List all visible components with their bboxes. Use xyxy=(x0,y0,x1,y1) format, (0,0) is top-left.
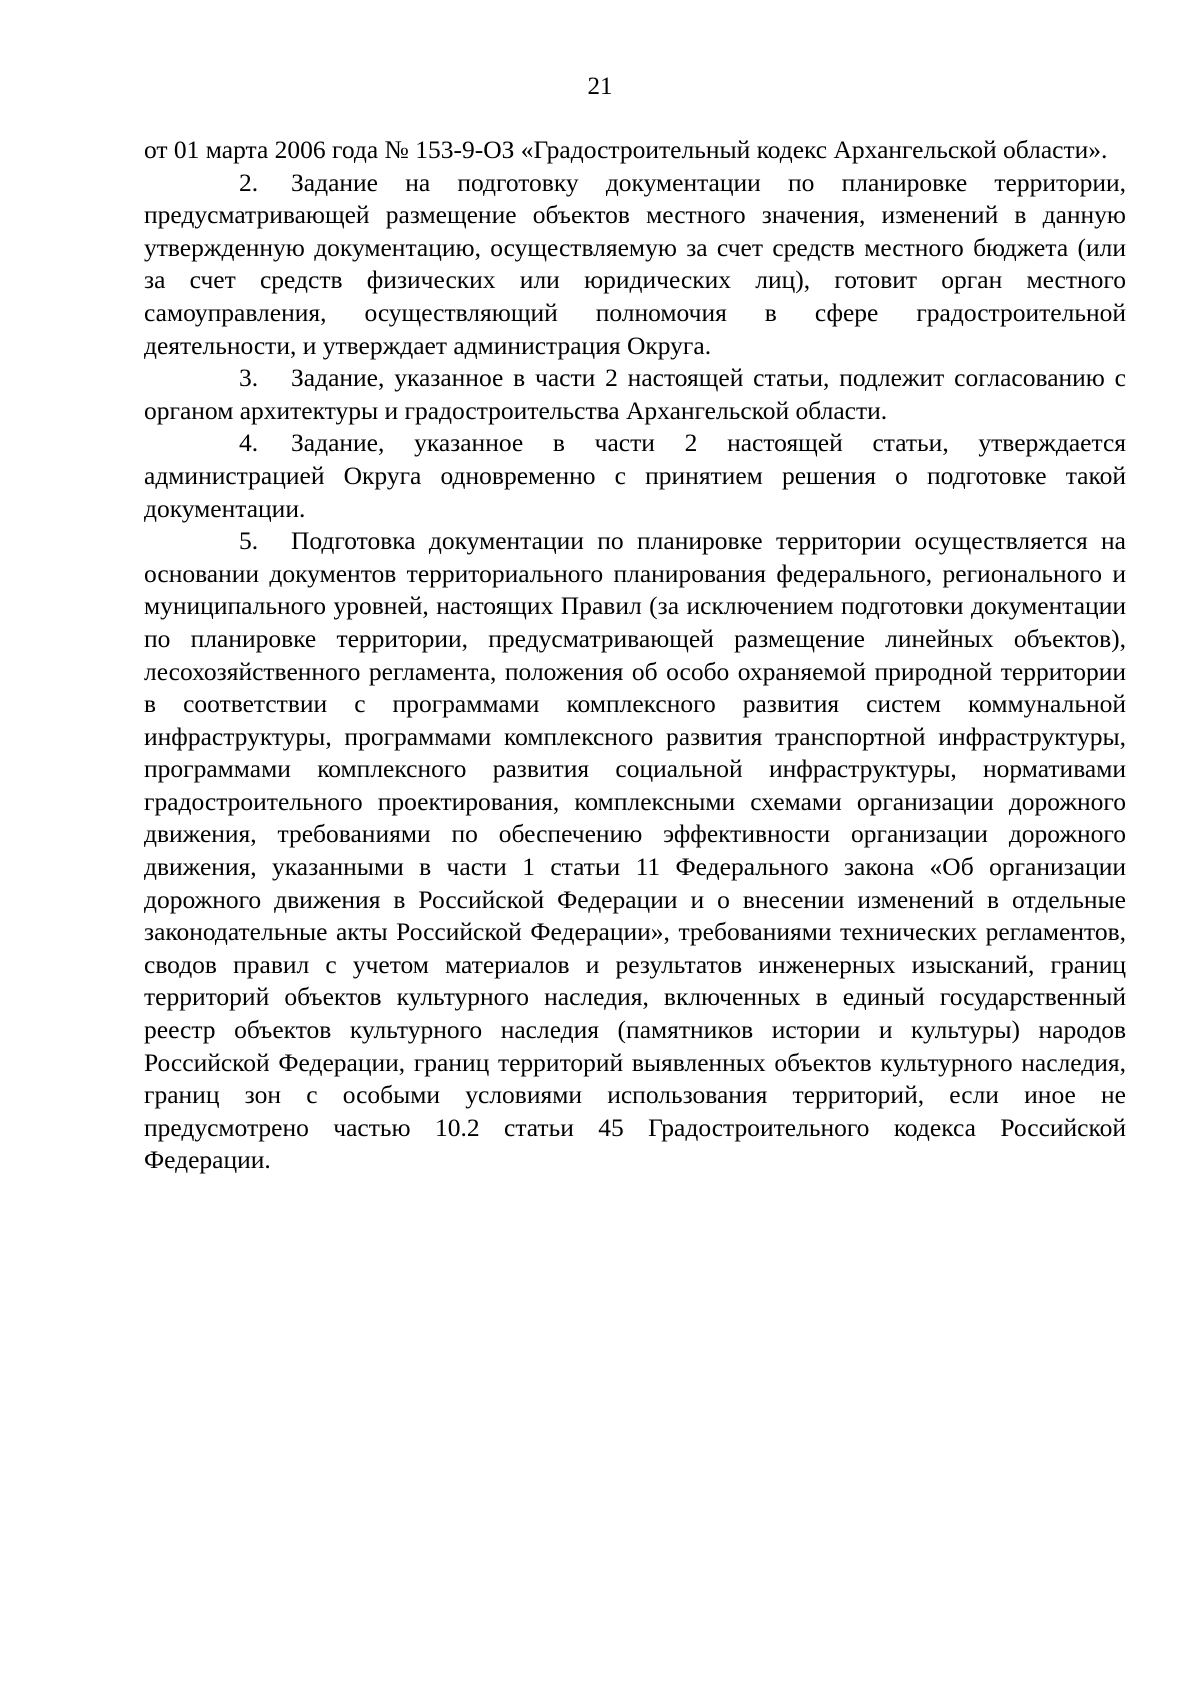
paragraph-text: от 01 марта 2006 года № 153-9-ОЗ «Градостроительный кодекс Архангельской области». xyxy=(144,135,1108,164)
paragraph-4 xyxy=(144,427,1126,525)
paragraph-text: Подготовка документации по планировке территории осуществляется на основании документов территориального планирования федерального, регионального и муниципального уровней, настоящих Правил (за исключением подготовки документации по планировке территории, предусматривающей размещение линейных объектов), лесохозяйственного регламента, положения об особо охраняемой природной территории в соответствии с программами комплексного развития систем коммунальной инфраструктуры, программами комплексного развития транспортной инфраструктуры, программами комплексного развития социальной инфраструктуры, нормативами градостроительного проектирования, комплексными схемами организации дорожного движения, требованиями по обеспечению эффективности организации дорожного движения, указанными в части 1 статьи 11 Федерального закона «Об организации дорожного движения в Российской Федерации и о внесении изменений в отдельные законодательные акты Российской Федерации», требованиями технических регламентов, сводов правил с учетом материалов и результатов инженерных изысканий, границ территорий объектов культурного наследия, включенных в единый государственный реестр объектов культурного наследия (памятников истории и культуры) народов Российской Федерации, границ территорий выявленных объектов культурного наследия, границ зон с особыми условиями использования территорий, если иное не предусмотрено частью 10.2 статьи 45 Градостроительного кодекса Российской Федерации. xyxy=(144,526,1126,1175)
paragraph-number: 5. xyxy=(239,526,259,556)
paragraph-3 xyxy=(144,362,1126,427)
paragraph-number: 4. xyxy=(239,428,259,458)
document-body xyxy=(144,134,1126,1177)
paragraph-text: Задание, указанное в части 2 настоящей статьи, подлежит согласованию с органом архитектуры и градостроительства Архангельской области. xyxy=(144,363,1126,425)
paragraph-continuation xyxy=(144,134,1126,167)
paragraph-text: Задание на подготовку документации по планировке территории, предусматривающей размещение объектов местного значения, изменений в данную утвержденную документацию, осуществляемую за счет средств местного бюджета (или за счет средств физических или юридических лиц), готовит орган местного самоуправления, осуществляющий полномочия в сфере градостроительной деятельности, и утверждает администрация Округа. xyxy=(144,167,1126,360)
paragraph-number: 3. xyxy=(239,363,259,393)
paragraph-text: Задание, указанное в части 2 настоящей статьи, утверждается администрацией Округа одновременно с принятием решения о подготовке такой документации. xyxy=(144,428,1126,523)
paragraph-2 xyxy=(144,167,1126,363)
paragraph-number: 2. xyxy=(239,167,259,197)
paragraph-5 xyxy=(144,525,1126,1177)
page-number: 21 xyxy=(587,73,613,100)
